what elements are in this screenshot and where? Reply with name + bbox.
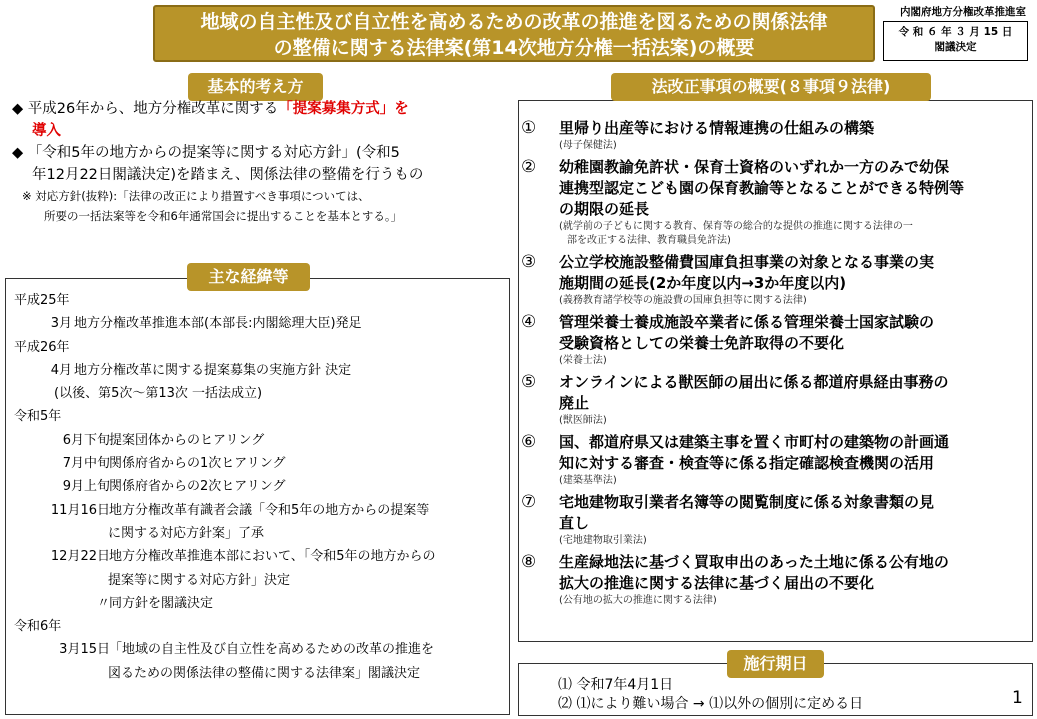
history-year: 令和6年 <box>14 619 62 635</box>
amend-item-text: 連携型認定こども園の保育教諭等となることができる特例等 <box>559 179 965 197</box>
amend-item-text: 宅地建物取引業者名簿等の閲覧制度に係る対象書類の見 <box>559 493 935 511</box>
effective-header: 施行期日 <box>727 650 824 678</box>
history-text: 「地域の自主性及び自立性を高めるための改革の推進を <box>109 642 435 658</box>
history-line <box>14 638 508 661</box>
history-date: 3月 <box>50 316 72 332</box>
amend-item-law: 部を改正する法律、教育職員免許法) <box>567 235 731 246</box>
amend-item-law: (公有地の拡大の推進に関する法律) <box>559 595 717 606</box>
basic-bullet-1-text: ◆ 平成26年から、地方分権改革に関する <box>12 101 279 117</box>
history-text: 提案団体からのヒアリング <box>109 432 265 448</box>
history-line <box>14 499 508 522</box>
history-line <box>14 336 508 359</box>
basic-bullet-1 <box>12 98 512 120</box>
history-date: 7月中旬 <box>62 456 110 472</box>
amend-item <box>521 372 1031 428</box>
history-year: 平成25年 <box>14 293 70 308</box>
history-text: (以後、第5次～第13次 一括法成立) <box>54 386 263 402</box>
amend-item-text: 管理栄養士養成施設卒業者に係る管理栄養士国家試験の <box>559 313 935 331</box>
history-date: 11月16日 <box>50 502 110 518</box>
amend-item-text: 直し <box>559 514 590 532</box>
history-line <box>14 289 508 312</box>
history-text: 関係府省からの2次ヒアリング <box>109 479 286 495</box>
amend-item <box>521 312 1031 368</box>
effective-body <box>558 676 863 714</box>
amend-item-law: (母子保健法) <box>559 140 617 151</box>
history-date: 6月下旬 <box>62 432 110 448</box>
history-date: 12月22日 <box>50 549 110 565</box>
history-date: 4月 <box>50 362 72 378</box>
history-text: 地方分権改革推進本部(本部長:内閣総理大臣)発足 <box>74 316 362 332</box>
amend-item-law: (就学前の子どもに関する教育、保育等の総合的な提供の推進に関する法律の一 <box>559 221 913 232</box>
amend-item-text: 拡大の推進に関する法律に基づく届出の不要化 <box>559 574 875 592</box>
history-text: 地方分権改革有識者会議「令和5年の地方からの提案等 <box>109 502 430 518</box>
title-line-2: の整備に関する法律案(第14次地方分権一括法案)の概要 <box>273 37 755 59</box>
history-line <box>14 452 508 475</box>
amend-item-law: (建築基準法) <box>559 475 617 486</box>
amend-item <box>521 157 1031 248</box>
title-banner <box>153 5 875 62</box>
amend-item-text: の期限の延長 <box>559 200 650 218</box>
amend-item-number: ④ <box>521 312 537 332</box>
basic-header: 基本的考え方 <box>188 73 323 101</box>
amend-item-number: ③ <box>521 252 537 272</box>
basic-bullet-2-line-2: 年12月22日閣議決定)を踏まえ、関係法律の整備を行うもの <box>32 167 424 183</box>
basic-bullet-2-line-1: ◆ 「令和5年の地方からの提案等に関する対応方針」(令和5 <box>12 145 400 161</box>
history-line <box>14 312 508 335</box>
amend-item-number: ② <box>521 157 537 177</box>
amend-item-text: 国、都道府県又は建築主事を置く市町村の建築物の計画通 <box>559 433 950 451</box>
amend-item-law: (義務教育諸学校等の施設費の国庫負担等に関する法律) <box>559 295 807 306</box>
history-line <box>14 592 508 615</box>
effective-line-1: ⑴ 令和7年4月1日 <box>558 677 674 693</box>
amend-item-text: 廃止 <box>559 394 590 412</box>
amend-item-number: ⑥ <box>521 432 537 452</box>
amend-item-number: ① <box>521 118 537 138</box>
history-date: 3月15日 <box>59 642 110 658</box>
amend-item-text: 生産緑地法に基づく買取申出のあった土地に係る公有地の <box>559 553 949 571</box>
history-line <box>14 429 508 452</box>
history-list <box>14 289 508 685</box>
history-line <box>14 359 508 382</box>
history-line <box>14 475 508 498</box>
amend-item-text: 知に対する審査・検査等に係る指定確認検査機関の活用 <box>559 454 935 472</box>
basic-bullet-1-highlight-2: 導入 <box>32 123 61 139</box>
decision-date: 令 和 ６ 年 ３ 月 15 日 <box>898 26 1013 38</box>
history-line <box>14 405 508 428</box>
amend-item <box>521 552 1031 608</box>
basic-section <box>12 98 512 226</box>
history-line <box>14 569 508 592</box>
history-line <box>14 545 508 568</box>
history-text: 地方分権改革推進本部において、「令和5年の地方からの <box>109 549 436 565</box>
amend-header: 法改正事項の概要(８事項９法律) <box>611 73 931 101</box>
history-text: 同方針を閣議決定 <box>109 595 214 611</box>
history-line <box>14 662 508 685</box>
amend-list <box>521 118 1031 612</box>
amend-item-text: 施期間の延長(2か年度以内→3か年度以内) <box>559 274 847 292</box>
effective-line-2: ⑵ ⑴により難い場合 → ⑴以外の個別に定める日 <box>558 696 864 712</box>
org-name: 内閣府地方分権改革推進室 <box>900 6 1026 18</box>
history-date: 〃 <box>96 595 110 611</box>
amend-item-text: 幼稚園教諭免許状・保育士資格のいずれか一方のみで幼保 <box>559 158 950 176</box>
basic-note-line-2: 所要の一括法案等を令和6年通常国会に提出することを基本とする。」 <box>44 209 403 223</box>
history-year: 平成26年 <box>14 339 70 355</box>
history-text: 図るための関係法律の整備に関する法律案」閣議決定 <box>108 665 421 681</box>
amend-item-number: ⑤ <box>521 372 537 392</box>
decision-label: 閣議決定 <box>934 41 977 53</box>
amend-item-text: 里帰り出産等における情報連携の仕組みの構築 <box>559 119 875 137</box>
history-year: 令和5年 <box>14 409 62 425</box>
basic-note-line-1: ※ 対応方針(抜粋):「法律の改正により措置すべき事項については、 <box>22 189 370 203</box>
amend-item-text: 受験資格としての栄養士免許取得の不要化 <box>559 334 845 352</box>
amend-item-law: (宅地建物取引業法) <box>559 535 647 546</box>
history-header: 主な経緯等 <box>187 263 310 291</box>
amend-item <box>521 432 1031 488</box>
amend-item <box>521 118 1031 153</box>
amend-item-number: ⑧ <box>521 552 537 572</box>
decision-box <box>883 21 1028 61</box>
amend-item <box>521 492 1031 548</box>
basic-bullet-1-highlight: 「提案募集方式」を <box>278 101 409 117</box>
history-text: に関する対応方針案」了承 <box>108 525 265 541</box>
history-line <box>14 382 508 405</box>
history-text: 関係府省からの1次ヒアリング <box>109 456 286 472</box>
page-number: 1 <box>1012 688 1023 708</box>
history-line <box>14 615 508 638</box>
amend-item-text: オンラインによる獣医師の届出に係る都道府県経由事務の <box>559 373 949 391</box>
history-date: 9月上旬 <box>62 479 110 495</box>
amend-item-text: 公立学校施設整備費国庫負担事業の対象となる事業の実 <box>559 253 935 271</box>
amend-item-law: (獣医師法) <box>559 415 607 426</box>
history-text: 地方分権改革に関する提案募集の実施方針 決定 <box>74 362 352 378</box>
title-line-1: 地域の自主性及び自立性を高めるための改革の推進を図るための関係法律 <box>200 11 828 33</box>
amend-item-law: (栄養士法) <box>559 355 607 366</box>
history-line <box>14 522 508 545</box>
amend-item-number: ⑦ <box>521 492 537 512</box>
amend-item <box>521 252 1031 308</box>
history-text: 提案等に関する対応方針」決定 <box>108 572 291 588</box>
